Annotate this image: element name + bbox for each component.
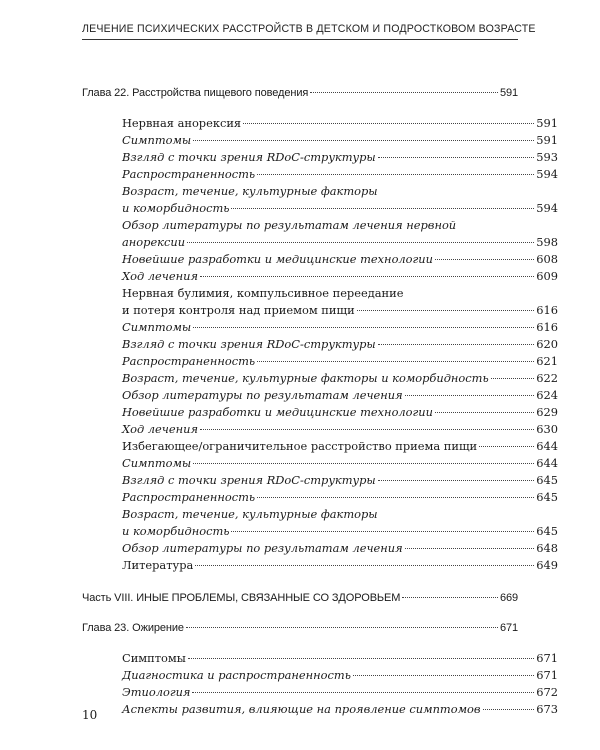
toc-entry-page: 591 [536, 116, 558, 130]
toc-entry-page: 598 [536, 235, 558, 249]
toc-entry-title: и коморбидность [122, 524, 230, 538]
toc-entry-page: 591 [499, 87, 518, 99]
page-number: 10 [82, 708, 98, 722]
toc-entry-page: 649 [536, 558, 558, 572]
toc-entry-title: Распространенность [122, 490, 256, 504]
toc-entry-title: Обзор литературы по результатам лечения [122, 388, 403, 402]
dot-leader [200, 429, 534, 430]
dot-leader [479, 446, 534, 447]
toc-entry-page: 630 [536, 422, 558, 436]
toc-entry-page: 594 [536, 167, 558, 181]
toc-entry-page: 616 [536, 320, 558, 334]
toc-entry-title: Симптомы [122, 320, 192, 334]
toc-entry-bulimia-new-tech[interactable] [82, 404, 558, 421]
toc-entry-arfid-rdoc[interactable] [82, 472, 558, 489]
toc-entry-title: и коморбидность [122, 201, 230, 215]
dot-leader [353, 675, 534, 676]
dot-leader [231, 531, 534, 532]
toc-entry-page: 673 [536, 702, 558, 716]
toc-entry-title: Обзор литературы по результатам лечения [122, 541, 403, 555]
toc-entry-anorexia-prevalence[interactable] [82, 166, 558, 183]
dot-leader [378, 480, 535, 481]
toc-entry-anorexia-rdoc[interactable] [82, 149, 558, 166]
toc-entry-title: Симптомы [122, 651, 186, 665]
toc-entry-title: Взгляд с точки зрения RDoC-структуры [122, 473, 376, 487]
dot-leader [357, 310, 535, 311]
toc-entry-anorexia[interactable] [82, 115, 558, 132]
running-head: ЛЕЧЕНИЕ ПСИХИЧЕСКИХ РАССТРОЙСТВ В ДЕТСКОМ И ПОДРОСТКОВОМ ВОЗРАСТЕ [82, 23, 536, 35]
toc-entry-literature[interactable] [82, 557, 558, 574]
toc-entry-page: 645 [536, 473, 558, 487]
toc-entry-title: Часть VIII. ИНЫЕ ПРОБЛЕМЫ, СВЯЗАННЫЕ СО ЗДОРОВЬЕМ [82, 592, 401, 604]
dot-leader [193, 140, 534, 141]
toc-entry-title: Новейшие разработки и медицинские технологии [122, 405, 433, 419]
toc-entry-bulimia-symptoms[interactable] [82, 319, 558, 336]
toc-entry-anorexia-review-line1: Обзор литературы по результатам лечения нервной [122, 218, 457, 232]
toc-entry-obesity-symptoms[interactable] [82, 650, 558, 667]
toc-entry-title: анорексии [122, 235, 186, 249]
toc-entry-bulimia-age[interactable] [82, 370, 558, 387]
toc-entry-bulimia-prevalence[interactable] [82, 353, 558, 370]
toc-entry-bulimia-line1: Нервная булимия, компульсивное переедание [122, 286, 404, 300]
dot-leader [483, 709, 535, 710]
toc-entry-part-8[interactable] [82, 590, 518, 607]
toc-entry-page: 669 [499, 592, 518, 604]
toc-entry-anorexia-symptoms[interactable] [82, 132, 558, 149]
dot-leader [257, 361, 534, 362]
toc-entry-title: Распространенность [122, 354, 256, 368]
dot-leader [435, 412, 534, 413]
toc-entry-chapter-22[interactable] [82, 85, 518, 102]
toc-entry-chapter-23[interactable] [82, 620, 518, 637]
toc-entry-arfid-age[interactable] [82, 523, 558, 540]
toc-entry-title: Диагностика и распространенность [122, 668, 351, 682]
toc-entry-anorexia-new-tech[interactable] [82, 251, 558, 268]
dot-leader [193, 463, 534, 464]
toc-entry-page: 645 [536, 490, 558, 504]
toc-entry-anorexia-age[interactable] [82, 200, 558, 217]
toc-entry-arfid-age-line1: Возраст, течение, культурные факторы [122, 507, 378, 521]
toc-entry-title: Симптомы [122, 456, 192, 470]
toc-entry-page: 671 [536, 651, 558, 665]
toc-entry-title: Ход лечения [122, 422, 199, 436]
dot-leader [231, 208, 534, 209]
dot-leader [402, 597, 498, 598]
toc-entry-obesity-etiology[interactable] [82, 684, 558, 701]
toc-entry-title: и потеря контроля над приемом пищи [122, 303, 355, 317]
dot-leader [405, 395, 535, 396]
toc-entry-page: 622 [536, 371, 558, 385]
toc-entry-arfid-prevalence[interactable] [82, 489, 558, 506]
toc-entry-anorexia-age-line1: Возраст, течение, культурные факторы [122, 184, 378, 198]
toc-entry-page: 671 [536, 668, 558, 682]
toc-entry-title: Глава 23. Ожирение [82, 622, 184, 634]
toc-entry-obesity-diagnostics[interactable] [82, 667, 558, 684]
toc-entry-page: 645 [536, 524, 558, 538]
dot-leader [435, 259, 534, 260]
toc-entry-page: 593 [536, 150, 558, 164]
toc-entry-page: 594 [536, 201, 558, 215]
toc-entry-title: Аспекты развития, влияющие на проявление симптомов [122, 702, 481, 716]
toc-entry-page: 671 [499, 622, 518, 634]
dot-leader [378, 157, 535, 158]
toc-entry-page: 624 [536, 388, 558, 402]
toc-entry-anorexia-course[interactable] [82, 268, 558, 285]
toc-entry-page: 620 [536, 337, 558, 351]
toc-entry-page: 629 [536, 405, 558, 419]
toc-entry-title: Глава 22. Расстройства пищевого поведения [82, 87, 309, 99]
dot-leader [193, 327, 534, 328]
dot-leader [310, 92, 498, 93]
toc-entry-page: 591 [536, 133, 558, 147]
header-rule [82, 39, 518, 40]
dot-leader [187, 242, 534, 243]
dot-leader [378, 344, 535, 345]
dot-leader [186, 627, 498, 628]
toc-entry-page: 609 [536, 269, 558, 283]
toc-entry-page: 621 [536, 354, 558, 368]
toc-entry-arfid-symptoms[interactable] [82, 455, 558, 472]
toc-entry-page: 644 [536, 439, 558, 453]
toc-entry-title: Этиология [122, 685, 191, 699]
toc-entry-bulimia-rdoc[interactable] [82, 336, 558, 353]
toc-entry-title: Новейшие разработки и медицинские технологии [122, 252, 433, 266]
dot-leader [192, 692, 534, 693]
toc-entry-title: Взгляд с точки зрения RDoC-структуры [122, 150, 376, 164]
toc-entry-title: Возраст, течение, культурные факторы и коморбидность [122, 371, 489, 385]
toc-entry-page: 648 [536, 541, 558, 555]
dot-leader [257, 174, 534, 175]
dot-leader [491, 378, 535, 379]
toc-entry-bulimia-course[interactable] [82, 421, 558, 438]
toc-entry-title: Симптомы [122, 133, 192, 147]
toc-entry-obesity-aspects[interactable] [82, 701, 558, 718]
toc-entry-arfid[interactable] [82, 438, 558, 455]
dot-leader [188, 658, 534, 659]
dot-leader [200, 276, 534, 277]
dot-leader [195, 565, 534, 566]
dot-leader [405, 548, 535, 549]
dot-leader [257, 497, 534, 498]
toc-entry-title: Литература [122, 558, 194, 572]
toc-entry-bulimia[interactable] [82, 302, 558, 319]
toc-entry-anorexia-review[interactable] [82, 234, 558, 251]
toc-entry-page: 608 [536, 252, 558, 266]
toc-entry-page: 644 [536, 456, 558, 470]
toc-entry-title: Нервная анорексия [122, 116, 242, 130]
toc-entry-title: Избегающее/ограничительное расстройство приема пищи [122, 439, 478, 453]
toc-entry-page: 672 [536, 685, 558, 699]
toc-entry-title: Ход лечения [122, 269, 199, 283]
dot-leader [243, 123, 534, 124]
toc-entry-page: 616 [536, 303, 558, 317]
toc-entry-arfid-review[interactable] [82, 540, 558, 557]
toc-entry-bulimia-review[interactable] [82, 387, 558, 404]
toc-entry-title: Распространенность [122, 167, 256, 181]
toc-entry-title: Взгляд с точки зрения RDoC-структуры [122, 337, 376, 351]
